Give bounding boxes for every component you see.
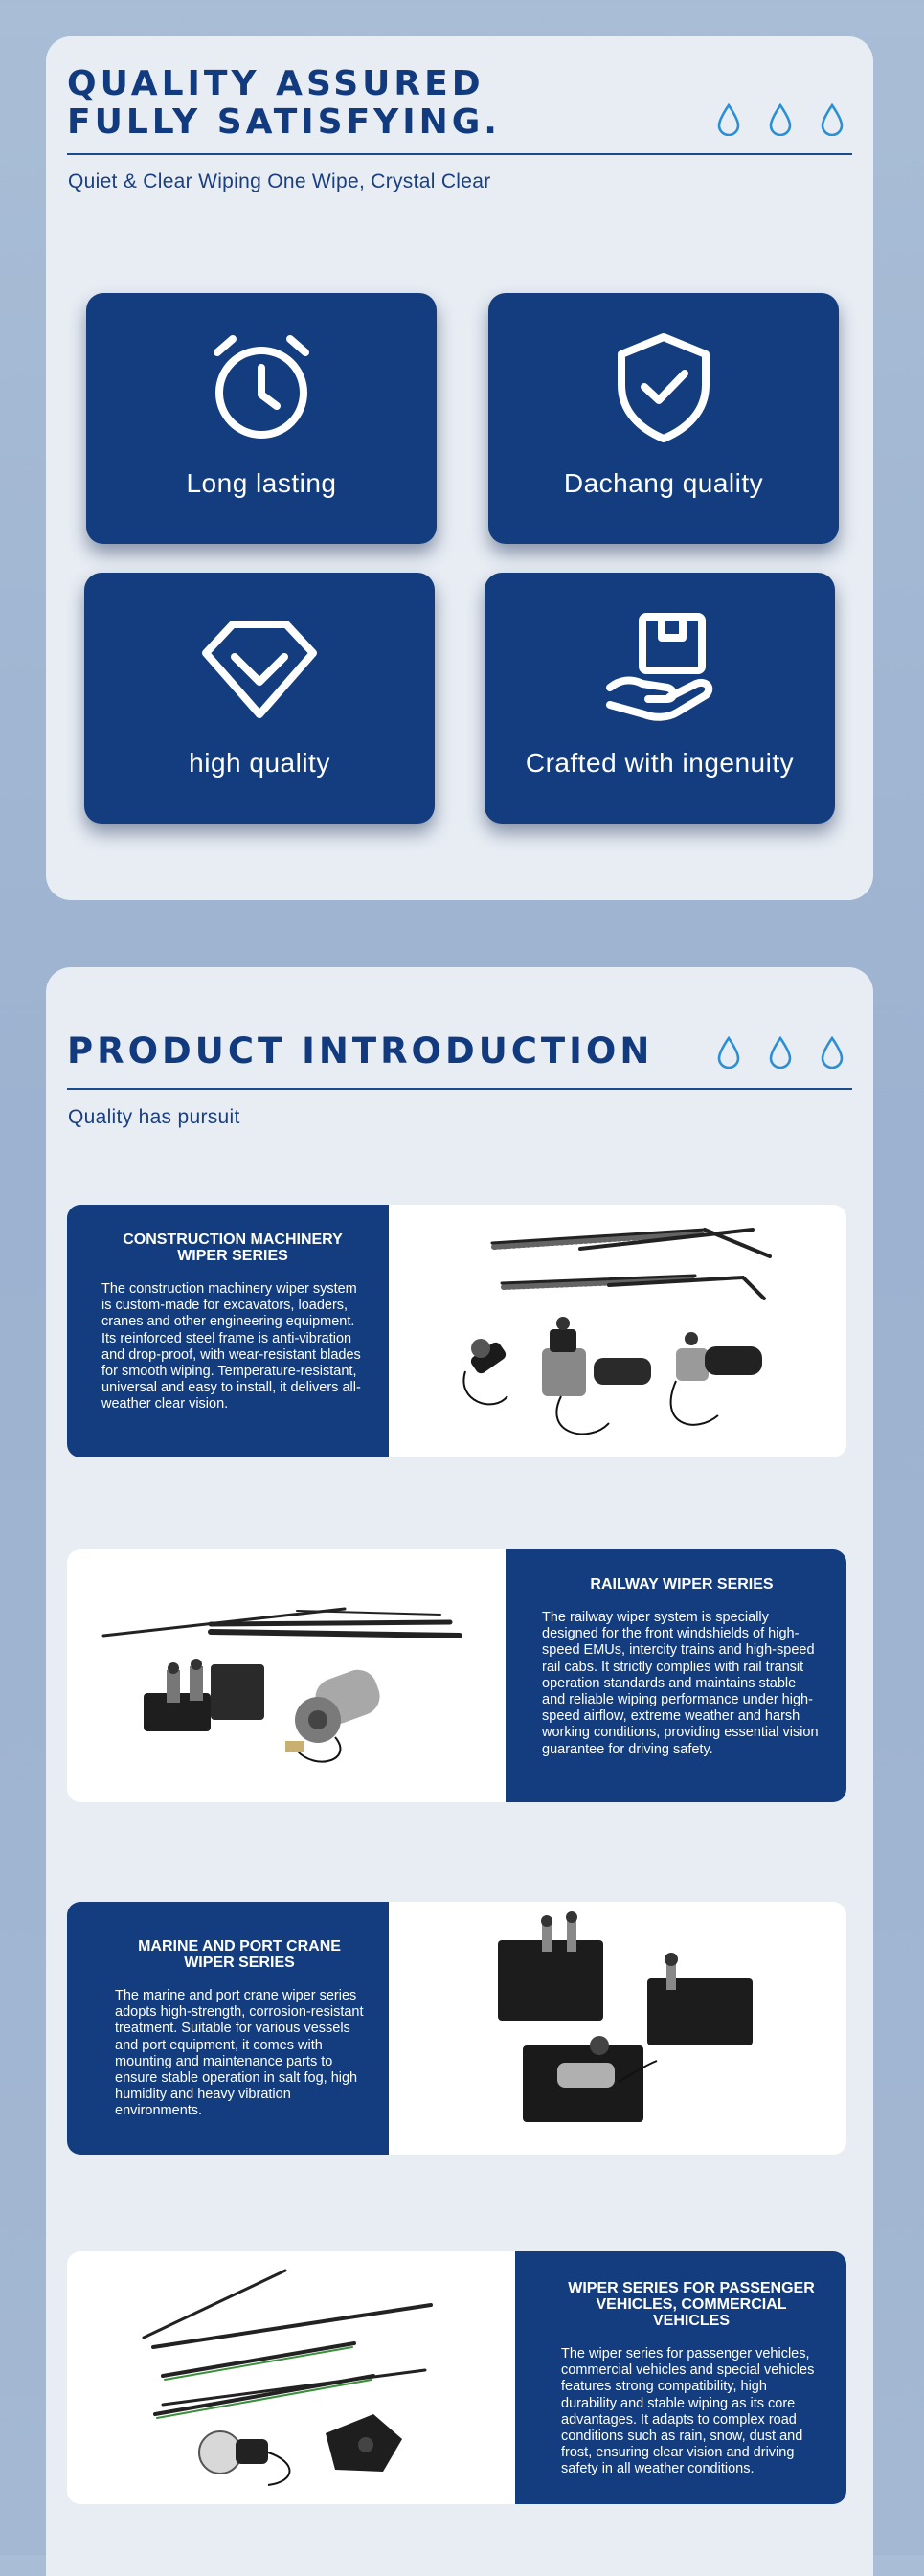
railway-wiper-image — [67, 1549, 506, 1802]
product-text-block — [506, 1549, 846, 1802]
feature-card-label: Dachang quality — [563, 468, 764, 498]
quality-title-line2: FULLY SATISFYING. — [67, 102, 501, 142]
feature-card-label: high quality — [189, 748, 330, 778]
water-drop-icon — [768, 1036, 793, 1069]
feature-card-dachang-quality — [488, 293, 839, 544]
product-description: The wiper series for passenger vehicles, commercial vehicles and special vehicles features strong compatibility, high durability and stable wiping as its core advantages. It adapts to complex road conditions such as rain, snow, dust and frost, ensuring clear vision and driving safety in all weather conditions. — [561, 2346, 815, 2477]
feature-card-high-quality — [84, 573, 435, 824]
product-description: The railway wiper system is specially designed for the front windshields of high-speed EMUs, intercity trains and high-speed rail cabs. It strictly complies with rail transit operation standards and maintains stable and reliable wiping performance under high-speed airflow, extreme weather and harsh working conditions, providing essential vision guarantee for driving safety. — [542, 1610, 819, 1757]
quality-panel — [46, 36, 873, 900]
products-title: PRODUCT INTRODUCTION — [67, 1030, 654, 1072]
feature-card-crafted — [485, 573, 835, 824]
water-drop-icon — [716, 103, 741, 136]
diamond-check-icon — [200, 609, 319, 724]
product-description: The marine and port crane wiper series adopts high-strength, corrosion-resistant treatment. Suitable for various vessels and port equipment, it comes with mounting and maintenance parts to ensure stable operation in salt fog, high humidity and heavy vibration environments. — [115, 1988, 364, 2119]
marine-wiper-image — [389, 1902, 846, 2155]
product-construction — [67, 1205, 846, 1457]
water-drops — [716, 1036, 845, 1069]
product-description: The construction machinery wiper system is custom-made for excavators, loaders, cranes and other engineering equipment. Its reinforced steel frame is anti-vibration and drop-proof, with wear-resistant blades for smooth wiping. Temperature-resistant, universal and easy to install, it delivers all-weather clear vision. — [101, 1281, 361, 1412]
product-text-block — [67, 1205, 389, 1457]
alarm-clock-icon — [204, 329, 319, 444]
product-title: MARINE AND PORT CRANE WIPER SERIES — [138, 1938, 341, 1971]
product-title: CONSTRUCTION MACHINERY WIPER SERIES — [123, 1232, 343, 1264]
water-drop-icon — [768, 103, 793, 136]
product-text-block — [515, 2251, 846, 2504]
shield-check-icon — [606, 329, 721, 444]
feature-card-label: Long lasting — [186, 468, 337, 498]
feature-card-long-lasting — [86, 293, 437, 544]
product-railway — [67, 1549, 846, 1802]
construction-wiper-image — [389, 1205, 846, 1457]
product-title: WIPER SERIES FOR PASSENGER VEHICLES, COMMERCIAL VEHICLES — [568, 2280, 815, 2329]
title-divider — [67, 153, 852, 155]
feature-card-label: Crafted with ingenuity — [525, 748, 795, 778]
water-drop-icon — [820, 103, 845, 136]
quality-subtitle: Quiet & Clear Wiping One Wipe, Crystal Clear — [68, 170, 491, 192]
product-title: RAILWAY WIPER SERIES — [590, 1576, 774, 1593]
product-passenger — [67, 2251, 846, 2504]
product-marine — [67, 1902, 846, 2155]
quality-title — [67, 65, 501, 142]
products-subtitle: Quality has pursuit — [68, 1106, 240, 1128]
hand-box-icon — [600, 609, 719, 724]
passenger-wiper-image — [67, 2251, 515, 2504]
water-drops — [716, 103, 845, 136]
title-divider — [67, 1088, 852, 1090]
quality-title-line1: QUALITY ASSURED — [67, 64, 485, 103]
water-drop-icon — [820, 1036, 845, 1069]
products-panel — [46, 967, 873, 2576]
product-text-block — [67, 1902, 389, 2155]
water-drop-icon — [716, 1036, 741, 1069]
